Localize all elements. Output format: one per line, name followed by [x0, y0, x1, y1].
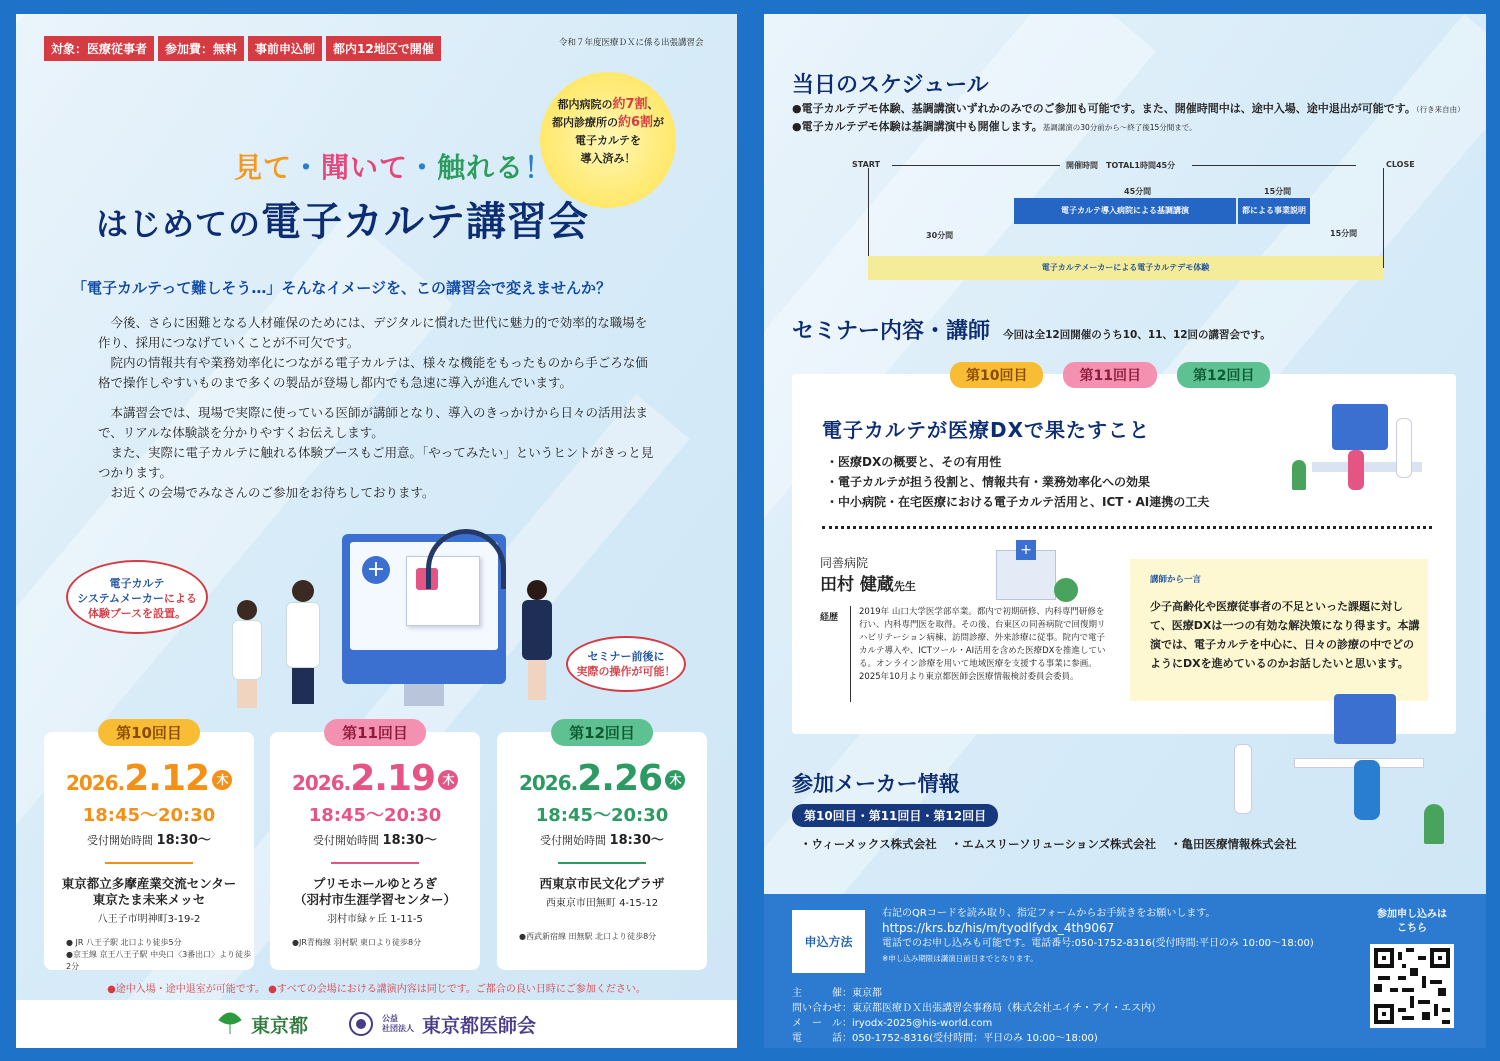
access-line: ●JR青梅線 羽村駅 東口より徒歩8分	[292, 938, 422, 947]
schedule-note	[792, 100, 1482, 118]
tma-small-1: 公益	[382, 1014, 398, 1023]
note-sub: 基調講演の30分前から～終了後15分間まで。	[1042, 123, 1197, 132]
apply-url[interactable]: https://krs.bz/his/m/tyodlfydx_4th9067	[882, 921, 1115, 935]
note-sub: （行き来自由）	[1415, 105, 1465, 114]
venue-address: 羽村市緑ヶ丘 1-11-5	[327, 914, 423, 925]
timeline-total: 開催時間 TOTAL1時間45分	[1066, 161, 1176, 170]
date-year: 2026.	[65, 771, 125, 795]
schedule-timeline	[852, 154, 1415, 272]
tma-logo-text: 東京都医師会	[422, 1014, 537, 1037]
tick	[1383, 168, 1384, 268]
session-label: 第10回目	[98, 719, 200, 746]
maker-pill: 第10回目・第11回目・第12回目	[792, 804, 998, 827]
maker-pill-wrap	[792, 804, 998, 827]
org-row	[792, 1001, 1161, 1016]
left-page	[16, 14, 737, 1048]
intro-paragraph: 今後、さらに困難となる人材確保のためには、デジタルに慣れた世代に魅力的で効率的な職場を作り、採用につなげていくことが不可欠です。	[98, 315, 648, 350]
note-text: ●電子カルテデモ体験は基調講演中も開催します。	[792, 120, 1043, 133]
stat-burst	[540, 72, 676, 208]
org-row	[792, 1016, 1161, 1031]
hospital-name: 同善病院	[820, 556, 869, 570]
pill-11: 第11回目	[1063, 362, 1156, 388]
qr-label-line: こちら	[1397, 923, 1427, 934]
timeline-start: START	[852, 160, 881, 169]
qr-label-line: 参加申し込みは	[1377, 909, 1447, 920]
intro-paragraph: また、実際に電子カルテに触れる体験ブースもご用意。「やってみたい」というヒントがきっと見つかります。	[98, 445, 654, 480]
topic-item: ・電子カルテが担う役割と、情報共有・業務効率化への効果	[826, 475, 1151, 489]
main-title	[96, 190, 589, 247]
org-key: メ ー ル	[792, 1018, 842, 1029]
lead-text: 「電子カルテって難しそう…」そんなイメージを、この講習会で変えませんか？	[72, 279, 611, 297]
timeline-30: 30分間	[926, 231, 954, 240]
divider	[331, 862, 419, 864]
reception-time	[497, 829, 707, 848]
bubble-text: 体験ブースを設置。	[87, 607, 187, 620]
apply-line: 電話でのお申し込みも可能です。電話番号:050-1752-8316(受付時間:平日のみ 10:00～18:00)	[882, 938, 1314, 949]
organizer-info	[792, 986, 1161, 1046]
session-pills	[950, 362, 1290, 388]
topic-item: ・中小病院・在宅医療における電子カルテ活用と、ICT・AI連携の工夫	[826, 495, 1210, 509]
seminar-box	[792, 368, 1456, 734]
venue-access	[44, 937, 254, 973]
maker-list	[800, 836, 1297, 852]
title-prefix: はじめての	[96, 205, 262, 243]
org-row	[792, 1031, 1161, 1046]
lecturer-comment	[1130, 559, 1428, 701]
burst-text: 都内診療所の	[551, 116, 618, 129]
venue-address: 西東京市田無町 4-15-12	[545, 898, 659, 909]
catchphrase	[234, 146, 553, 186]
apply-section	[764, 894, 1486, 1048]
seminar-sub: 今回は全12回開催のうち10、11、12回の講習会です。	[1003, 329, 1271, 341]
timeline-15a: 15分間	[1264, 187, 1292, 196]
venue-access	[270, 937, 480, 949]
staff-figure	[522, 580, 552, 708]
schedule-notes	[792, 100, 1482, 136]
session-card-12	[497, 724, 707, 970]
topic-title: 電子カルテが医療DXで果たすこと	[822, 418, 1151, 442]
intro-paragraph: 本講習会では、現場で実際に使っている医師が講師となり、導入のきっかけから日々の活用法まで、リアルな体験談を分かりやすくお伝えします。	[98, 405, 649, 440]
tma-small-2: 社団法人	[382, 1024, 414, 1033]
timeline-line	[892, 165, 1060, 166]
reception-label: 受付開始時間	[313, 834, 380, 847]
venue-name: 東京たま未来メッセ	[92, 892, 206, 907]
operation-bubble	[566, 636, 686, 692]
session-label: 第12回目	[551, 719, 653, 746]
tokyo-logo	[217, 1011, 308, 1038]
date-dow: 木	[665, 770, 685, 790]
maker-item: ・ウィーメックス株式会社	[800, 837, 937, 851]
date-year: 2026.	[291, 771, 351, 795]
consult-illustration	[1234, 694, 1454, 854]
office-illustration	[1292, 404, 1442, 504]
date-md: 2.26	[577, 758, 663, 799]
divider-dots	[822, 526, 1432, 529]
comment-text: 少子高齢化や医療従事者の不足といった課題に対して、医療DXは一つの有効な解決策になり得ます。本講演では、電子カルテを中心に、日々の診療の中でどのようにDXを進めているのかお話したいと思います。	[1150, 600, 1420, 670]
reception-value: 18:30～	[382, 833, 437, 848]
qr-code-icon	[1374, 948, 1450, 1024]
session-date	[270, 758, 480, 799]
session-date	[497, 758, 707, 799]
timeline-line	[1192, 165, 1356, 166]
session-card-11	[270, 724, 480, 970]
doctor-figure	[286, 580, 320, 710]
header-note: 令和７年度医療ＤＸに係る出張講習会	[559, 38, 704, 48]
reception-value: 18:30～	[156, 833, 211, 848]
reception-time	[44, 829, 254, 848]
apply-text	[882, 906, 1314, 966]
catch-dot: ・	[292, 151, 322, 184]
date-md: 2.19	[350, 758, 436, 799]
intro-body	[98, 313, 658, 503]
comment-label: 講師から一言	[1150, 575, 1202, 585]
tag-area: 都内12地区で開催	[326, 36, 441, 61]
date-year: 2026.	[518, 771, 578, 795]
tag-fee: 参加費：無料	[158, 36, 244, 61]
burst-text: 導入済み！	[580, 152, 636, 165]
burst-highlight: 約6割	[617, 115, 654, 130]
burst-text: 都内病院の	[557, 98, 613, 111]
pill-12: 第12回目	[1177, 362, 1270, 388]
qr-label	[1370, 908, 1454, 936]
maker-item: ・エムスリーソリューションズ株式会社	[950, 837, 1157, 851]
catch-hear: 聞いて	[321, 151, 409, 184]
reception-time	[270, 829, 480, 848]
ginkgo-icon	[217, 1012, 243, 1036]
maker-item: ・亀田医療情報株式会社	[1170, 837, 1297, 851]
seminar-title: セミナー内容・講師	[792, 319, 991, 344]
tick	[868, 168, 869, 268]
bubble-text: 電子カルテ	[109, 577, 165, 590]
intro-paragraph: お近くの会場でみなさんのご参加をお待ちしております。	[110, 485, 435, 500]
org-key: 主 催	[792, 988, 842, 999]
reception-value: 18:30～	[609, 833, 664, 848]
schedule-note	[792, 118, 1482, 136]
date-dow: 木	[212, 770, 232, 790]
footnote: ●途中入場・途中退室が可能です。 ●すべての会場における講演内容は同じです。ご都合の良い日時にご参加ください。	[107, 984, 646, 995]
apply-line: 右記のQRコードを読み取り、指定フォームからお手続きをお願いします。	[882, 908, 1216, 919]
divider	[105, 862, 193, 864]
burst-text: 電子カルテを	[575, 134, 641, 147]
burst-highlight: 約7割	[612, 97, 648, 112]
seminar-heading	[792, 314, 1271, 345]
title-main: 電子カルテ講習会	[261, 199, 590, 245]
session-date	[44, 758, 254, 799]
tma-small	[382, 1014, 414, 1034]
tokyo-logo-text: 東京都	[250, 1014, 308, 1037]
apply-label: 申込方法	[792, 910, 865, 973]
topic-item: ・医療DXの概要と、その有用性	[826, 455, 1002, 469]
session-card-10	[44, 724, 254, 971]
catch-exclaim: ！	[524, 151, 554, 184]
reception-label: 受付開始時間	[87, 834, 154, 847]
lecturer-suffix: 先生	[893, 580, 916, 593]
cross-icon: +	[362, 556, 390, 584]
pill-10: 第10回目	[950, 362, 1043, 388]
access-line: ●京王線 京王八王子駅 中央口〈3番出口〉より徒歩2分	[66, 950, 252, 971]
tag-target: 対象：医療従事者	[44, 36, 154, 61]
catch-see: 見て	[234, 151, 293, 184]
monitor-stand	[404, 684, 444, 706]
venue-name: 西東京市民文化プラザ	[539, 876, 665, 891]
org-value: ：東京都	[842, 988, 882, 999]
access-line: ● JR 八王子駅 北口より徒歩5分	[66, 938, 182, 947]
org-phone: ：050-1752-8316(受付時間：平日のみ 10:00～18:00)	[842, 1033, 1098, 1044]
timeline-15b: 15分間	[1330, 229, 1358, 238]
hospital-icon: +	[996, 540, 1086, 604]
divider	[558, 862, 646, 864]
bubble-text: 実際の操作が可能！	[576, 665, 676, 678]
demo-block: 電子カルテメーカーによる電子カルテデモ体験	[868, 256, 1383, 280]
keynote-block: 電子カルテ導入病院による基調講演	[1014, 198, 1236, 224]
burst-text: が	[653, 116, 665, 129]
org-value: ：東京都医療ＤＸ出張講習会事務局（株式会社エイチ・アイ・エス内）	[842, 1003, 1162, 1014]
date-dow: 木	[438, 770, 458, 790]
nurse-figure	[232, 600, 262, 710]
note-text: ●電子カルテデモ体験、基調講演いずれかのみでのご参加も可能です。また、開催時間中は、途中入場、途中退出が可能です。	[792, 102, 1416, 115]
bubble-text: による	[163, 592, 197, 605]
session-label: 第11回目	[324, 719, 426, 746]
org-row	[792, 986, 1161, 1001]
session-time: 18:45～20:30	[82, 805, 216, 826]
reception-label: 受付開始時間	[540, 834, 607, 847]
venue-name: 東京都立多摩産業交流センター	[61, 876, 237, 891]
lecturer-text: 田村 健蔵	[820, 575, 894, 595]
access-line: ●西武新宿線 田無駅 北口より徒歩8分	[519, 932, 657, 941]
session-time: 18:45～20:30	[308, 805, 442, 826]
booth-bubble	[66, 560, 208, 634]
timeline-close: CLOSE	[1386, 160, 1415, 169]
catch-touch: 触れる	[437, 151, 525, 184]
org-key: 電 話	[792, 1033, 842, 1044]
apply-note: ※申し込み期限は講演日前日までとなります。	[882, 954, 1038, 963]
schedule-title: 当日のスケジュール	[792, 73, 989, 98]
maker-title: 参加メーカー情報	[792, 772, 960, 796]
venue-address: 八王子市明神町3-19-2	[97, 914, 201, 925]
bubble-text: システムメーカー	[77, 592, 164, 605]
bio-label: 経歴	[820, 613, 839, 623]
catch-dot: ・	[408, 151, 438, 184]
right-page	[764, 14, 1486, 1048]
lecturer-name	[820, 570, 916, 595]
timeline-45: 45分間	[1124, 187, 1152, 196]
bubble-text: セミナー前後に	[587, 650, 665, 663]
explain-block: 都による事業説明	[1238, 198, 1310, 224]
session-time: 18:45～20:30	[535, 805, 669, 826]
venue-name: （羽村市生涯学習センター）	[293, 892, 456, 907]
venue-access	[497, 931, 707, 943]
org-key: 問い合わせ	[792, 1003, 842, 1014]
qr-code[interactable]	[1370, 944, 1454, 1028]
topic-list	[826, 452, 1209, 512]
burst-text: 、	[647, 98, 659, 111]
tag-row	[44, 36, 445, 61]
venue-name: プリモホールゆとろぎ	[312, 876, 438, 891]
logo-bar	[16, 1000, 737, 1048]
tma-logo	[348, 1011, 536, 1038]
intro-paragraph: 院内の情報共有や業務効率化につながる電子カルテは、様々な機能をもったものから手ごろな価格で操作しやすいものまで多くの製品が登場し都内でも急速に導入が進んでいます。	[98, 355, 648, 390]
bio-text: 2019年 山口大学医学部卒業。都内で初期研修、内科専門研修を行い、内科専門医を取得。その後、台東区の同善病院で回復期リハビリテーション病棟、訪問診療、外来診療に従事。院内で電子カルテ導入や、ICTツール・AI活用を含めた医療DXを推進している。オンライン診療を用いて地域医療を支援する事業に参画。2025年10月より東京都医師会医療情報検討委員会委員。	[850, 606, 1110, 702]
date-md: 2.12	[124, 758, 210, 799]
org-email[interactable]: ：iryodx-2025@his-world.com	[842, 1018, 993, 1029]
tag-registration: 事前申込制	[248, 36, 322, 61]
tma-emblem-icon	[348, 1011, 374, 1037]
